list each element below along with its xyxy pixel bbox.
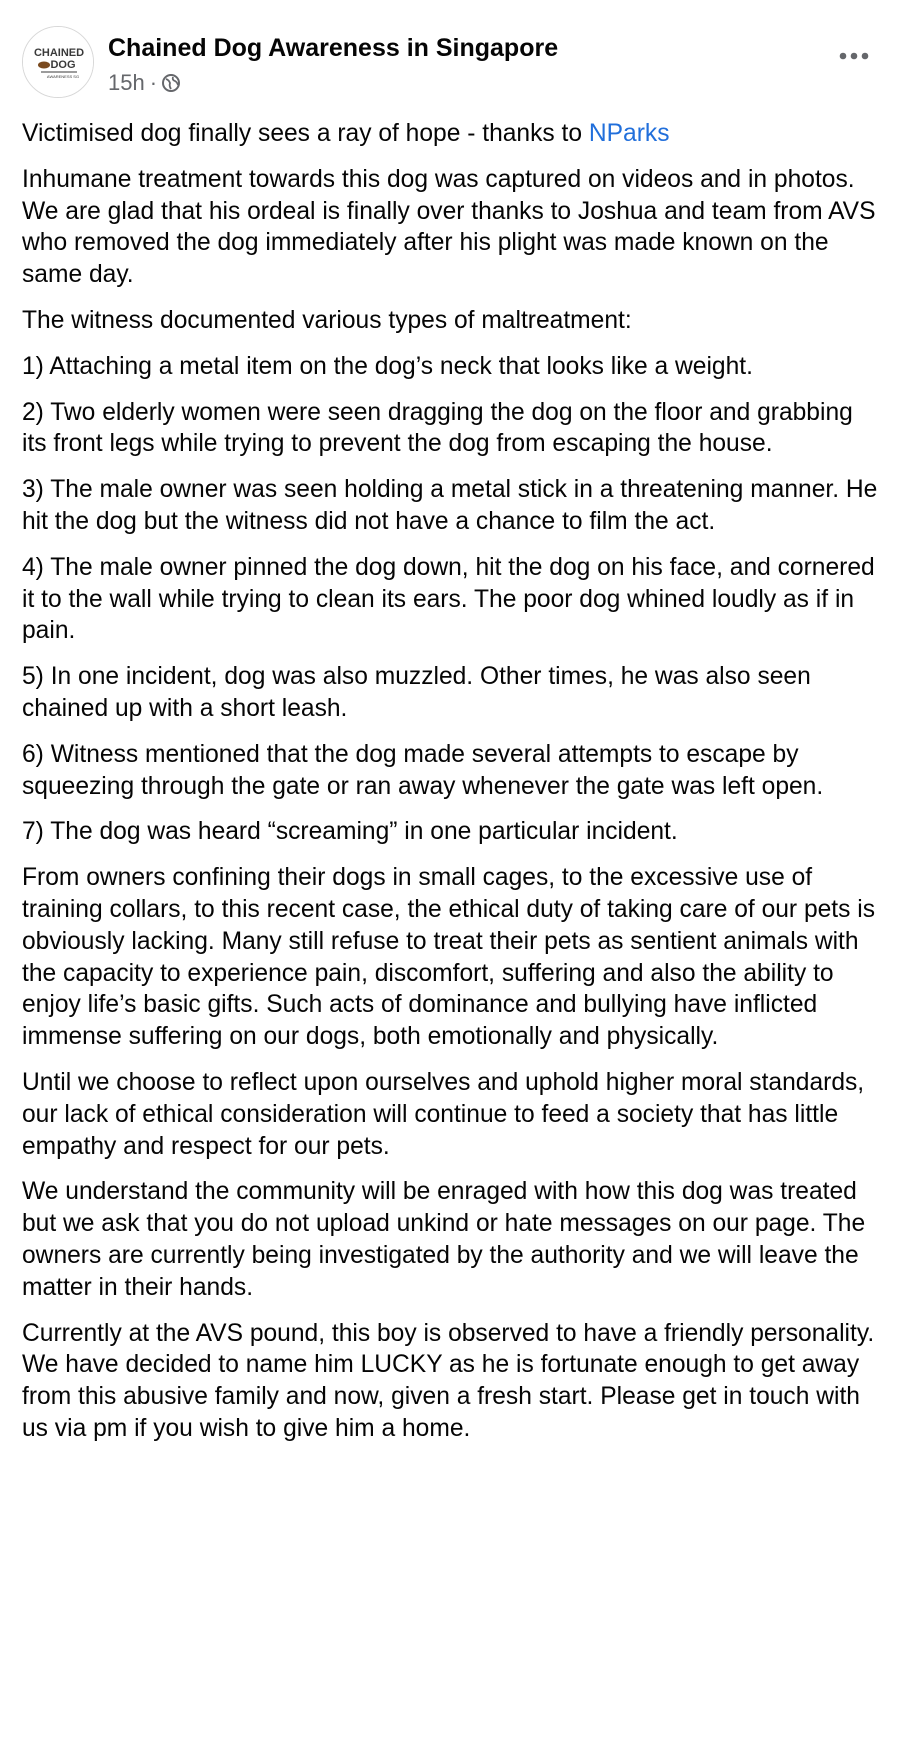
page-name-link[interactable]: Chained Dog Awareness in Singapore	[108, 34, 559, 62]
post-body	[22, 118, 882, 1459]
post-meta	[108, 70, 181, 96]
page-logo	[23, 27, 94, 98]
paragraph-intro: Inhumane treatment towards this dog was captured on videos and in photos. We are glad that his ordeal is finally over thanks to Joshua and team from AVS who removed the dog immediately after his plight was made known on the same day.	[22, 165, 876, 289]
list-item-2: 2) Two elderly women were seen dragging the dog on the floor and grabbing its front legs while trying to prevent the dog from escaping the house.	[22, 398, 853, 458]
paragraph-maltreatment-list-heading: The witness documented various types of maltreatment:	[22, 306, 632, 334]
logo-text-line1: CHAINED	[33, 47, 85, 59]
list-item-3: 3) The male owner was seen holding a metal stick in a threatening manner. He hit the dog but the witness did not have a chance to film the act.	[22, 476, 878, 535]
headline-text: Victimised dog finally sees a ray of hope - thanks to	[22, 120, 589, 147]
nparks-link[interactable]: NParks	[588, 120, 670, 147]
paragraph-lucky-adoption: Currently at the AVS pound, this boy is observed to have a friendly personality. We have decided to name him LUCKY as he is fortunate enough to get away from this abusive family and now, given a fresh start. Please get in touch with us via pm if you wish to give him a home.	[22, 1319, 875, 1442]
post-headline	[22, 118, 882, 150]
meta-separator: ·	[149, 70, 158, 95]
timestamp-link[interactable]: 15h	[108, 70, 145, 95]
avatar[interactable]	[22, 26, 94, 98]
globe-icon[interactable]	[161, 73, 181, 93]
paragraph-moral-standards: Until we choose to reflect upon ourselves and uphold higher moral standards, our lack of ethical consideration will continue to feed a society that has little empathy and respect for our pets.	[22, 1068, 865, 1160]
list-item-4: 4) The male owner pinned the dog down, hit the dog on his face, and cornered it to the wall while trying to clean its ears. The poor dog whined loudly as if in pain.	[22, 553, 875, 645]
paragraph-ethical-duty: From owners confining their dogs in small cages, to the excessive use of training collars, to this recent case, the ethical duty of taking care of our pets is obviously lacking. Many still refuse to treat their pets as sentient animals with the capacity to experience pain, discomfort, suffering and also the ability to enjoy life’s basic gifts. Such acts of dominance and bullying have inflicted immense suffering on our dogs, both emotionally and physically.	[22, 864, 876, 1051]
dog-silhouette-icon	[38, 62, 50, 69]
post-header	[22, 26, 878, 102]
more-options-icon[interactable]	[834, 44, 874, 68]
paragraph-community-request: We understand the community will be enraged with how this dog was treated but we ask that you do not upload unkind or hate messages on our page. The owners are currently being investigated by the authority and we will leave the matter in their hands.	[22, 1178, 866, 1301]
list-item-1: 1) Attaching a metal item on the dog’s neck that looks like a weight.	[22, 352, 753, 380]
list-item-7: 7) The dog was heard “screaming” in one particular incident.	[22, 818, 678, 846]
list-item-6: 6) Witness mentioned that the dog made several attempts to escape by squeezing through the gate or ran away whenever the gate was left open.	[22, 740, 824, 800]
logo-text-line3: AWARENESS SG	[46, 74, 80, 79]
list-item-5: 5) In one incident, dog was also muzzled. Other times, he was also seen chained up with a short leash.	[22, 663, 811, 722]
logo-text-line2: DOG	[50, 59, 76, 71]
